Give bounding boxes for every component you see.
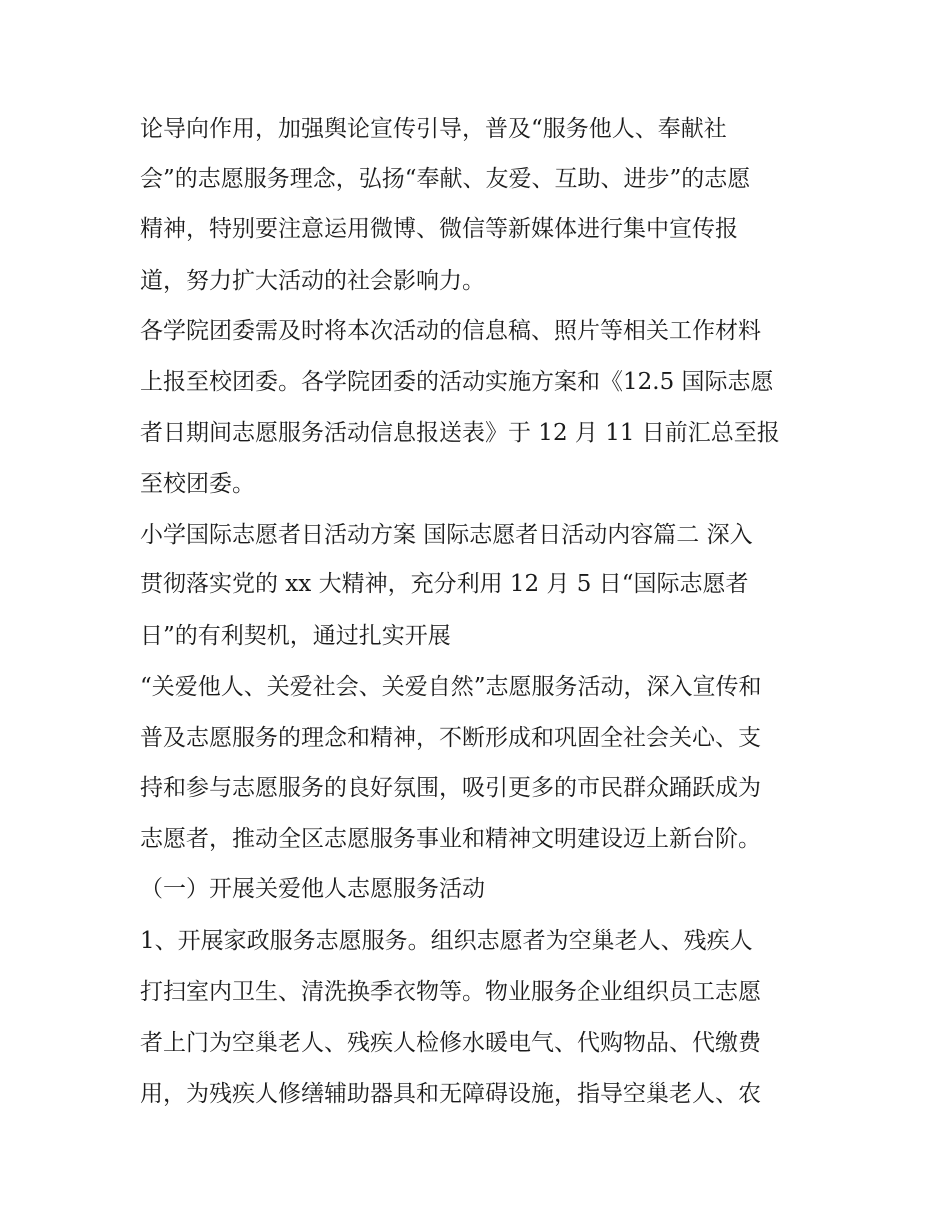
- text-line: 普及志愿服务的理念和精神，不断形成和巩固全社会关心、支: [140, 725, 761, 751]
- text-line: 志愿者，推动全区志愿服务事业和精神文明建设迈上新台阶。: [140, 826, 761, 852]
- text-line: 精神，特别要注意运用微博、微信等新媒体进行集中宣传报: [140, 216, 738, 242]
- text-line: 持和参与志愿服务的良好氛围，吸引更多的市民群众踊跃成为: [140, 775, 761, 801]
- text-line: 至校团委。: [140, 471, 255, 497]
- text-line: 论导向作用，加强舆论宣传引导，普及“服务他人、奉献社: [140, 116, 727, 142]
- text-line: 日”的有利契机，通过扎实开展: [140, 623, 451, 649]
- text-line: 各学院团委需及时将本次活动的信息稿、照片等相关工作材料: [140, 318, 761, 344]
- text-line: 上报至校团委。各学院团委的活动实施方案和《12.5 国际志愿: [140, 369, 774, 395]
- text-line: 小学国际志愿者日活动方案 国际志愿者日活动内容篇二 深入: [140, 522, 753, 548]
- text-line: 贯彻落实党的 xx 大精神，充分利用 12 月 5 日“国际志愿者: [140, 571, 749, 597]
- text-line: 会”的志愿服务理念，弘扬“奉献、友爱、互助、进步”的志愿: [140, 166, 751, 192]
- text-line: 用，为残疾人修缮辅助器具和无障碍设施，指导空巢老人、农: [140, 1081, 761, 1107]
- text-line: 1、开展家政服务志愿服务。组织志愿者为空巢老人、残疾人: [140, 928, 753, 954]
- text-line: 者日期间志愿服务活动信息报送表》于 12 月 11 日前汇总至报: [140, 420, 780, 446]
- text-line: 者上门为空巢老人、残疾人检修水暖电气、代购物品、代缴费: [140, 1030, 761, 1056]
- section-heading: （一）开展关爱他人志愿服务活动: [140, 876, 485, 902]
- text-line: 打扫室内卫生、清洗换季衣物等。物业服务企业组织员工志愿: [140, 979, 761, 1005]
- text-line: 道，努力扩大活动的社会影响力。: [140, 268, 485, 294]
- text-line: “关爱他人、关爱社会、关爱自然”志愿服务活动，深入宣传和: [140, 674, 762, 700]
